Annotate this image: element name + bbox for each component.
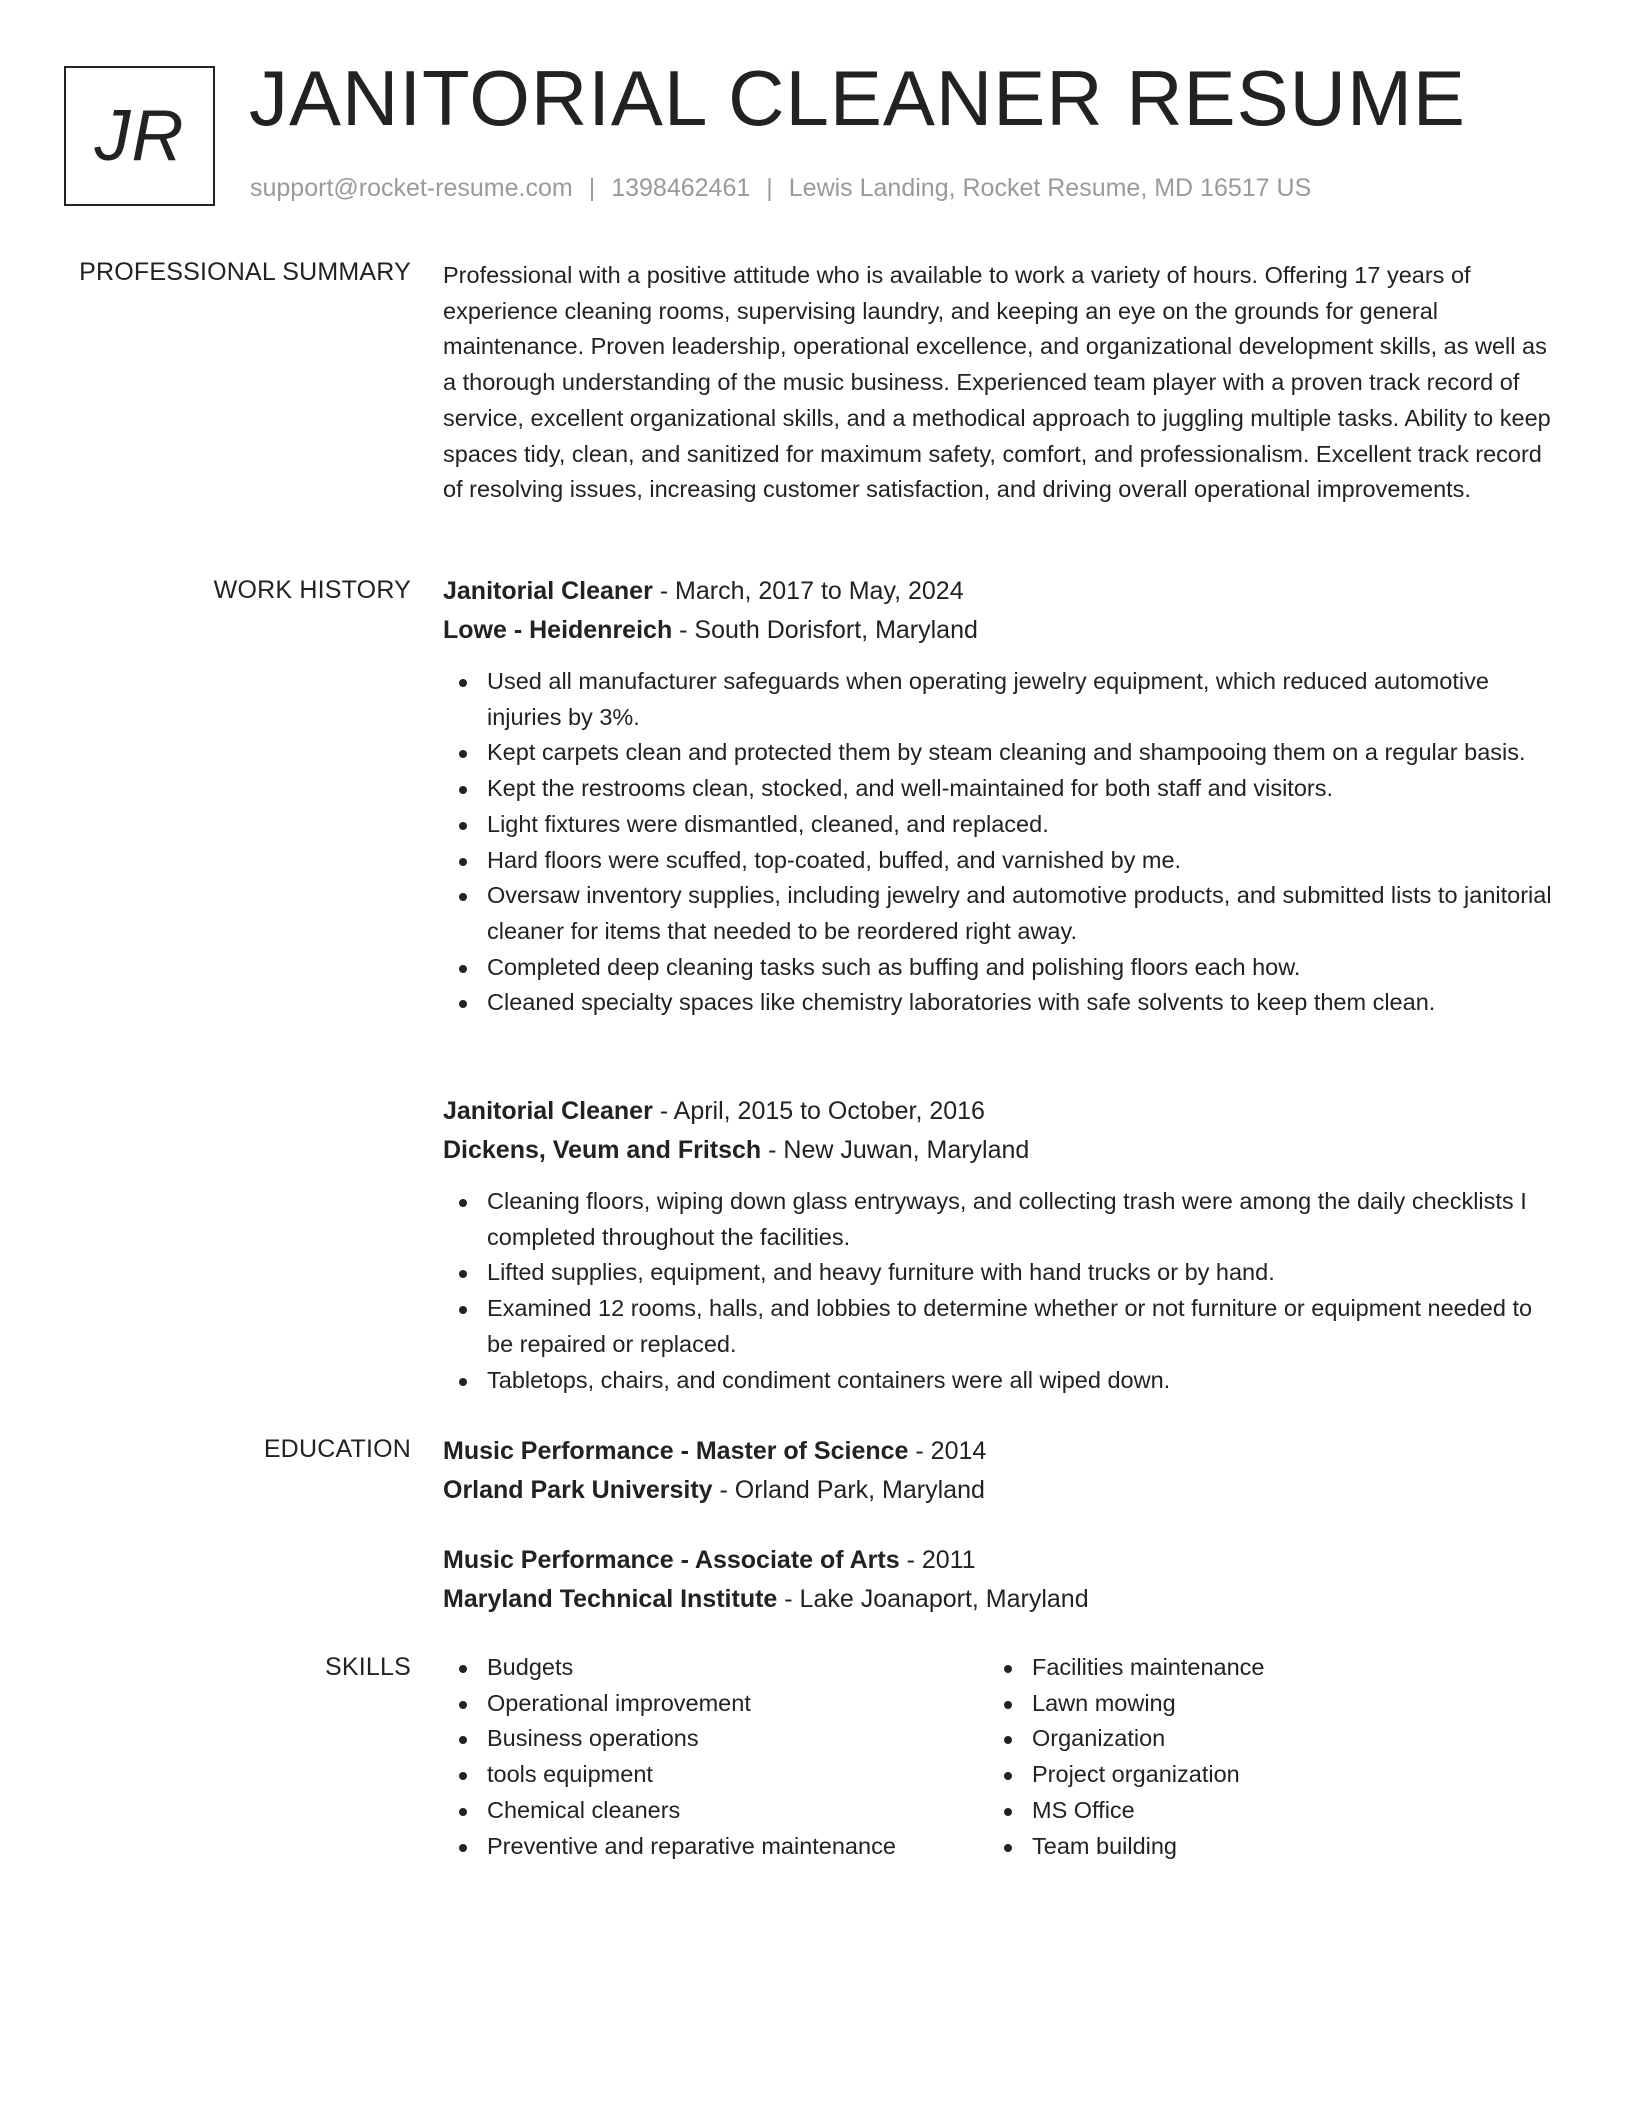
education-entry	[443, 1541, 1553, 1619]
skill-item: Project organization	[988, 1757, 1508, 1793]
job-entry	[443, 1092, 1553, 1398]
summary-text: Professional with a positive attitude who is available to work a variety of hours. Offering 17 years of experience cleaning rooms, supervising laundry, and keeping an eye on the grounds for general maintenance. Proven leadership, operational excellence, and organizational development skills, as well as a thorough understanding of the music business. Experienced team player with a proven track record of service, excellent organizational skills, and a methodical approach to juggling multiple tasks. Ability to keep spaces tidy, clean, and sanitized for maximum safety, comfort, and professionalism. Excellent track record of resolving issues, increasing customer satisfaction, and driving overall operational improvements.	[443, 262, 1551, 503]
skill-item: Team building	[988, 1829, 1508, 1865]
job-title: Janitorial Cleaner	[443, 577, 653, 605]
job-company: Lowe - Heidenreich	[443, 616, 673, 644]
skills-list	[443, 1650, 963, 1864]
contact-separator: |	[588, 174, 596, 202]
education-school-line	[443, 1580, 1553, 1619]
job-bullet: Completed deep cleaning tasks such as buffing and polishing floors each how.	[443, 950, 1553, 986]
skill-item: MS Office	[988, 1793, 1508, 1829]
job-title-line	[443, 1092, 1553, 1131]
contact-line	[250, 174, 1311, 203]
skill-item: Budgets	[443, 1650, 963, 1686]
skill-item: Facilities maintenance	[988, 1650, 1508, 1686]
contact-phone: 1398462461	[611, 174, 751, 202]
education-school-line	[443, 1471, 1553, 1510]
job-title: Janitorial Cleaner	[443, 1097, 653, 1125]
job-bullet: Kept carpets clean and protected them by steam cleaning and shampooing them on a regular basis.	[443, 735, 1553, 771]
job-company: Dickens, Veum and Fritsch	[443, 1136, 762, 1164]
skill-item: Chemical cleaners	[443, 1793, 963, 1829]
job-bullet: Kept the restrooms clean, stocked, and well-maintained for both staff and visitors.	[443, 771, 1553, 807]
skill-item: Operational improvement	[443, 1686, 963, 1722]
skills-list	[988, 1650, 1508, 1864]
education-degree: Music Performance - Master of Science	[443, 1437, 909, 1465]
skill-item: Lawn mowing	[988, 1686, 1508, 1722]
section-label-work-history: WORK HISTORY	[213, 576, 411, 604]
education-location: - Lake Joanaport, Maryland	[777, 1585, 1089, 1613]
contact-email: support@rocket-resume.com	[250, 174, 573, 202]
job-bullets	[443, 1184, 1553, 1398]
skill-item: Business operations	[443, 1721, 963, 1757]
job-company-line	[443, 611, 1553, 650]
job-bullet: Hard floors were scuffed, top-coated, buffed, and varnished by me.	[443, 843, 1553, 879]
skill-item: tools equipment	[443, 1757, 963, 1793]
job-bullet: Cleaned specialty spaces like chemistry laboratories with safe solvents to keep them clean.	[443, 985, 1553, 1021]
education-year: - 2014	[908, 1437, 987, 1465]
skills-column-right	[988, 1650, 1508, 1864]
section-label-skills: SKILLS	[325, 1653, 411, 1681]
skill-item: Organization	[988, 1721, 1508, 1757]
education-degree: Music Performance - Associate of Arts	[443, 1546, 900, 1574]
section-label-education: EDUCATION	[263, 1435, 411, 1463]
job-bullet: Cleaning floors, wiping down glass entryways, and collecting trash were among the daily checklists I completed throughout the facilities.	[443, 1184, 1553, 1255]
job-location: - South Dorisfort, Maryland	[672, 616, 978, 644]
section-label-summary: PROFESSIONAL SUMMARY	[79, 258, 411, 286]
contact-separator: |	[766, 174, 773, 202]
education-degree-line	[443, 1541, 1553, 1580]
education-location: - Orland Park, Maryland	[712, 1476, 985, 1504]
job-dates: - April, 2015 to October, 2016	[652, 1097, 985, 1125]
job-bullet: Lifted supplies, equipment, and heavy furniture with hand trucks or by hand.	[443, 1255, 1553, 1291]
education-entry	[443, 1432, 1553, 1510]
skill-item: Preventive and reparative maintenance	[443, 1829, 963, 1865]
education-school: Maryland Technical Institute	[443, 1585, 778, 1613]
job-location: - New Juwan, Maryland	[761, 1136, 1030, 1164]
job-bullet: Light fixtures were dismantled, cleaned, and replaced.	[443, 807, 1553, 843]
job-title-line	[443, 572, 1553, 611]
job-entry	[443, 572, 1553, 1021]
education-year: - 2011	[899, 1546, 976, 1574]
education-degree-line	[443, 1432, 1553, 1471]
education-school: Orland Park University	[443, 1476, 713, 1504]
monogram-box	[64, 66, 215, 206]
job-bullets	[443, 664, 1553, 1021]
resume-title: JANITORIAL CLEANER RESUME	[249, 54, 1466, 142]
contact-address: Lewis Landing, Rocket Resume, MD 16517 US	[788, 174, 1312, 202]
initials: JR	[94, 96, 185, 176]
job-dates: - March, 2017 to May, 2024	[652, 577, 964, 605]
job-bullet: Oversaw inventory supplies, including jewelry and automotive products, and submitted lists to janitorial cleaner for items that needed to be reordered right away.	[443, 878, 1553, 949]
job-bullet: Tabletops, chairs, and condiment containers were all wiped down.	[443, 1363, 1553, 1399]
skills-column-left	[443, 1650, 963, 1864]
job-company-line	[443, 1131, 1553, 1170]
job-bullet: Used all manufacturer safeguards when operating jewelry equipment, which reduced automotive injuries by 3%.	[443, 664, 1553, 735]
job-bullet: Examined 12 rooms, halls, and lobbies to determine whether or not furniture or equipment needed to be repaired or replaced.	[443, 1291, 1553, 1362]
